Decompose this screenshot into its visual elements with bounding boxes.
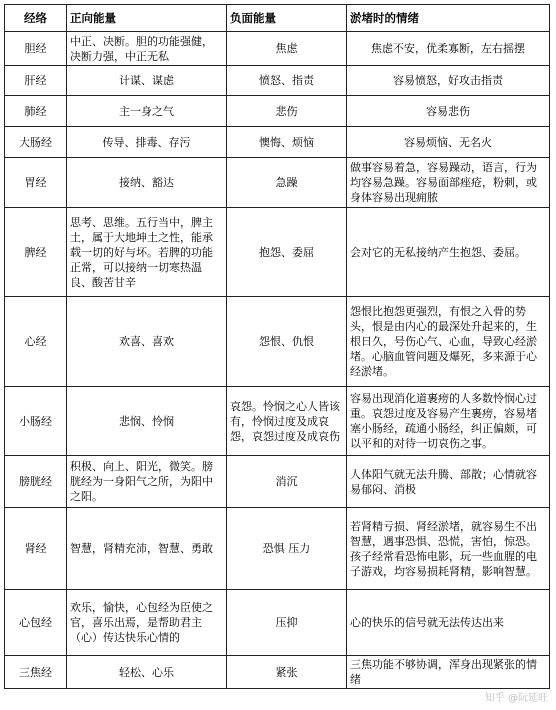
negative-energy-cell: 压抑 xyxy=(227,590,347,656)
blocked-emotion-cell: 焦虑不安，优柔寡断，左右摇摆 xyxy=(347,32,550,66)
watermark: 知乎 @阮延旺 xyxy=(484,693,548,704)
positive-energy-cell: 轻松、心乐 xyxy=(67,656,227,689)
positive-energy-cell: 欢喜、喜欢 xyxy=(67,297,227,387)
blocked-emotion-cell: 心的快乐的信号就无法传达出来 xyxy=(347,590,550,656)
positive-energy-cell: 计谋、谋虑 xyxy=(67,66,227,96)
negative-energy-cell: 悲伤 xyxy=(227,96,347,127)
negative-energy-cell: 懊悔、烦恼 xyxy=(227,127,347,158)
positive-energy-cell: 传导、排毒、存污 xyxy=(67,127,227,158)
positive-energy-cell: 欢乐，愉快，心包经为臣使之官，喜乐出焉，是帮助君主（心）传达快乐心情的 xyxy=(67,590,227,656)
positive-energy-cell: 思考、思维。五行当中，脾主土，属于大地坤土之性，能承载一切的好与坏。若脾的功能正常，可以接纳一切寒热温良、酸苦甘辛 xyxy=(67,208,227,297)
header-row xyxy=(5,5,550,32)
table-row xyxy=(5,127,550,158)
blocked-emotion-cell: 容易出现消化道裹痨的人多数怜悯心过重。哀怨过度及容易产生裹痨，容易堵塞小肠经，疏通小肠经，纠正偏颇，可以平和的对待一切哀伤之事。 xyxy=(347,387,550,456)
blocked-emotion-cell: 人体阳气就无法升腾、部散；心情就容易郁闷、消极 xyxy=(347,456,550,508)
meridian-table xyxy=(4,4,550,689)
negative-energy-cell: 消沉 xyxy=(227,456,347,508)
blocked-emotion-cell: 若肾精亏损、肾经淤堵，就容易生不出智慧，遇事恐惧、恐慌，害怕，惊恐。孩子经常看恐怖电影，玩一些血腥的电子游戏，均容易损耗肾精，影响智慧。 xyxy=(347,508,550,590)
table-row xyxy=(5,387,550,456)
meridian-cell: 膀胱经 xyxy=(5,456,67,508)
positive-energy-cell: 智慧，肾精充沛，智慧、勇敢 xyxy=(67,508,227,590)
negative-energy-cell: 焦虑 xyxy=(227,32,347,66)
table-row xyxy=(5,96,550,127)
meridian-cell: 肾经 xyxy=(5,508,67,590)
meridian-cell: 胃经 xyxy=(5,158,67,208)
negative-energy-cell: 急躁 xyxy=(227,158,347,208)
header-positive: 正向能量 xyxy=(67,5,227,32)
positive-energy-cell: 悲悯、怜悯 xyxy=(67,387,227,456)
negative-energy-cell: 抱怨、委屈 xyxy=(227,208,347,297)
meridian-cell: 心经 xyxy=(5,297,67,387)
table-row xyxy=(5,297,550,387)
table-row xyxy=(5,508,550,590)
negative-energy-cell: 恐惧 压力 xyxy=(227,508,347,590)
meridian-cell: 三焦经 xyxy=(5,656,67,689)
table-row xyxy=(5,66,550,96)
blocked-emotion-cell: 容易愤怒，好攻击指责 xyxy=(347,66,550,96)
meridian-cell: 肺经 xyxy=(5,96,67,127)
table-row xyxy=(5,32,550,66)
positive-energy-cell: 主一身之气 xyxy=(67,96,227,127)
positive-energy-cell: 接纳、豁达 xyxy=(67,158,227,208)
meridian-cell: 胆经 xyxy=(5,32,67,66)
meridian-cell: 肝经 xyxy=(5,66,67,96)
blocked-emotion-cell: 会对它的无私接纳产生抱怨、委屈。 xyxy=(347,208,550,297)
blocked-emotion-cell: 做事容易着急，容易躁动，语言，行为均容易急躁。容易面部痤疮，粉刺，或身体容易出现痈脓 xyxy=(347,158,550,208)
header-negative: 负面能量 xyxy=(227,5,347,32)
blocked-emotion-cell: 容易悲伤 xyxy=(347,96,550,127)
table-row xyxy=(5,590,550,656)
negative-energy-cell: 紧张 xyxy=(227,656,347,689)
table-row xyxy=(5,208,550,297)
table-row xyxy=(5,656,550,689)
header-blocked: 淤堵时的情绪 xyxy=(347,5,550,32)
positive-energy-cell: 中正、决断。胆的功能强健，决断力强，中正无私 xyxy=(67,32,227,66)
negative-energy-cell: 哀怨。怜悯之心人皆该有，怜悯过度及成哀怨，哀怨过度及成哀伤 xyxy=(227,387,347,456)
negative-energy-cell: 愤怒、指责 xyxy=(227,66,347,96)
header-meridian: 经络 xyxy=(5,5,67,32)
blocked-emotion-cell: 容易烦恼、无名火 xyxy=(347,127,550,158)
meridian-cell: 小肠经 xyxy=(5,387,67,456)
positive-energy-cell: 积极、向上、阳光，微笑。膀胱经为一身阳气之所，为阳中之阳。 xyxy=(67,456,227,508)
meridian-cell: 大肠经 xyxy=(5,127,67,158)
blocked-emotion-cell: 三焦功能不够协调，浑身出现紧张的情绪 xyxy=(347,656,550,689)
meridian-cell: 心包经 xyxy=(5,590,67,656)
negative-energy-cell: 怨恨、仇恨 xyxy=(227,297,347,387)
blocked-emotion-cell: 怨恨比抱怨更强烈，有恨之入骨的势头，恨是由内心的最深处升起来的，生根日久，号伤心气、心血，导致心经淤堵。心脑血管问题及爆死，多来源于心经淤堵。 xyxy=(347,297,550,387)
table-row xyxy=(5,456,550,508)
meridian-cell: 脾经 xyxy=(5,208,67,297)
table-row xyxy=(5,158,550,208)
